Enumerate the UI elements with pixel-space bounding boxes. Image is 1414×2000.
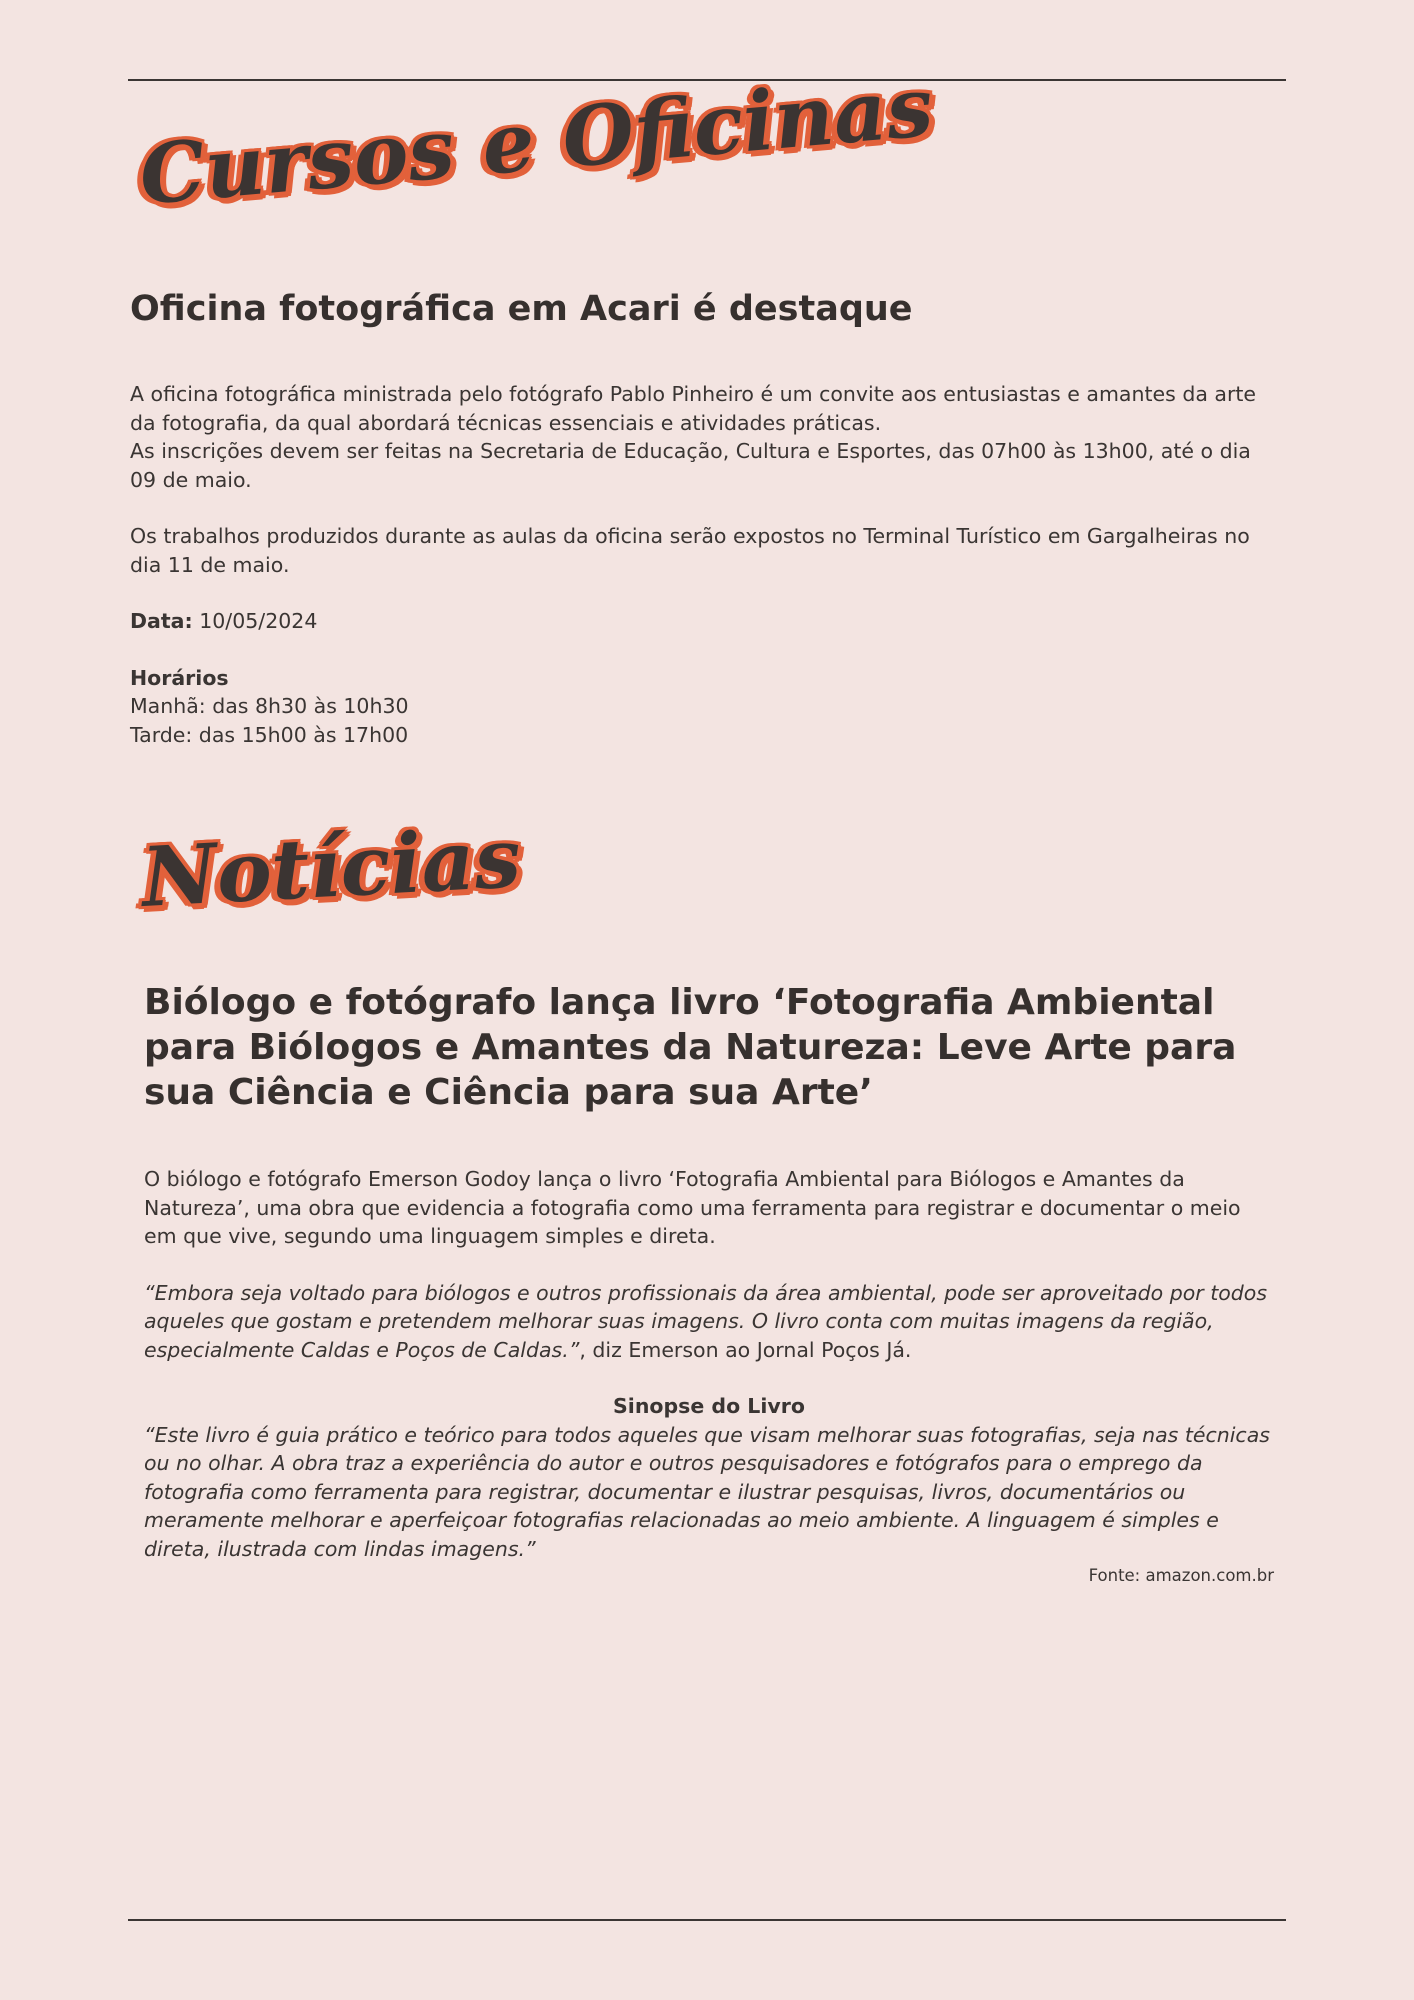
schedule-morning: Manhã: das 8h30 às 10h30 [130,694,409,718]
article-title: Biólogo e fotógrafo lança livro ‘Fotografia Ambiental para Biólogos e Amantes da Natureza: Leve Arte para sua Ciência e Ciência para sua Arte’ [144,982,1237,1113]
section-heading-cursos: Cursos e Oficinas [135,58,937,224]
article-title: Oficina fotográfica em Acari é destaque [130,289,913,329]
source-credit: Fonte: amazon.com.br [1088,1566,1274,1585]
schedule-afternoon: Tarde: das 15h00 às 17h00 [130,722,409,747]
bottom-divider [128,1919,1286,1921]
article-paragraph-2: As inscrições devem ser feitas na Secretaria de Educação, Cultura e Esportes, das 07h00 às 13h00, até o dia 09 de maio. [130,439,1251,492]
synopsis-text: “Este livro é guia prático e teórico para todos aqueles que visam melhorar suas fotografias, seja nas técnicas ou no olhar. A obra traz a experiência do autor e outros pesquisadores e fotógrafos para o emprego da fotografia como ferramenta para registrar, documentar e ilustrar pesquisas, livros, documentários ou meramente melhorar e aperfeiçoar fotografias relacionadas ao meio ambiente. A linguagem é simples e direta, ilustrada com lindas imagens.” [144,1422,1270,1561]
article-paragraph-3: Os trabalhos produzidos durante as aulas da oficina serão expostos no Terminal Turístico em Gargalheiras no dia 11 de maio. [130,524,1250,577]
article-paragraph-1: A oficina fotográfica ministrada pelo fotógrafo Pablo Pinheiro é um convite aos entusiastas e amantes da arte da fotografia, da qual abordará técnicas essenciais e atividades práticas. [130,382,1257,435]
author-quote [144,1279,1274,1365]
article-paragraph-1: O biólogo e fotógrafo Emerson Godoy lança o livro ‘Fotografia Ambiental para Biólogos e Amantes da Natureza’, uma obra que evidencia a fotografia como uma ferramenta para registrar e documentar o meio em que vive, segundo uma linguagem simples e direta. [144,1167,1241,1248]
article-oficina [130,286,1260,749]
date-value: 10/05/2024 [199,609,318,633]
schedule-label: Horários [130,665,229,690]
article-livro [144,980,1274,1589]
quote-text: “Embora seja voltado para biólogos e outros profissionais da área ambiental, pode ser aproveitado por todos aqueles que gostam e pretendem melhorar suas imagens. O livro conta com muitas imagens da região, especialmente Caldas e Poços de Caldas.” [144,1280,1268,1362]
synopsis-label: Sinopse do Livro [613,1394,805,1418]
date-label: Data: [130,609,193,633]
quote-attribution: , diz Emerson ao Jornal Poços Já. [579,1337,912,1362]
section-heading-noticias: Notícias [139,810,524,926]
event-date [130,607,1260,636]
